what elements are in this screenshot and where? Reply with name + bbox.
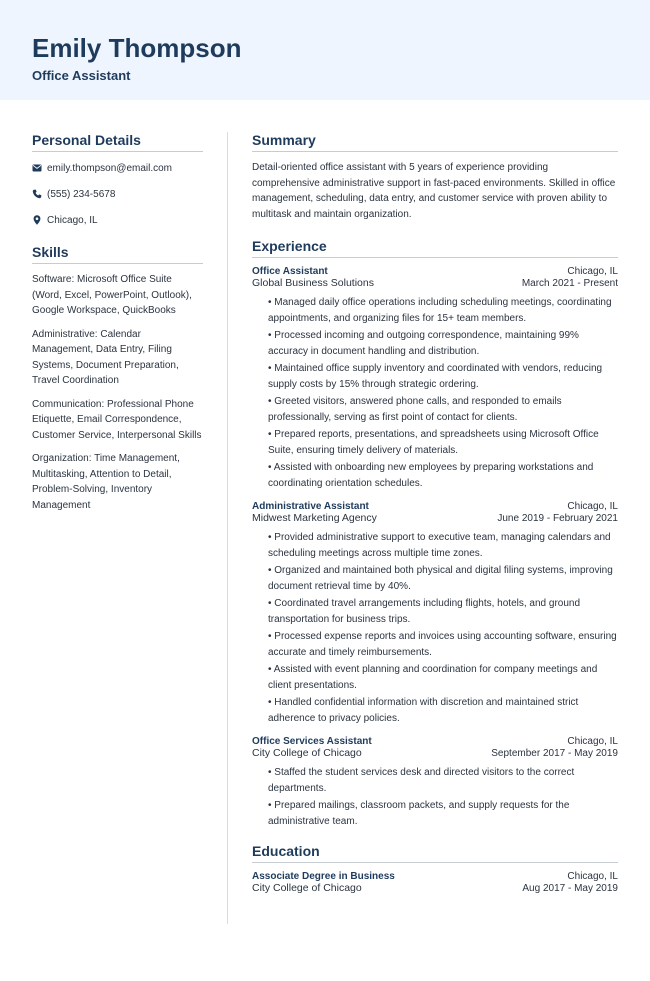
job-dates: March 2021 - Present bbox=[521, 278, 618, 289]
job-bullets bbox=[252, 765, 618, 829]
job-bullet: • Assisted with onboarding new employees by preparing workstations and coordinating orientation schedules. bbox=[268, 462, 594, 489]
skill-item: Administrative: Calendar Management, Data Entry, Filing Systems, Document Preparation, Travel Coordination bbox=[32, 328, 179, 386]
candidate-name: Emily Thompson bbox=[32, 33, 242, 63]
job-bullet: • Staffed the student services desk and directed visitors to the correct departments. bbox=[268, 767, 575, 794]
job-bullet: • Maintained office supply inventory and coordinated with vendors, reducing supply costs by 15% through strategic ordering. bbox=[268, 363, 603, 390]
email-text: emily.thompson@email.com bbox=[47, 162, 173, 174]
job-company: City College of Chicago bbox=[252, 747, 362, 759]
job-company: Midwest Marketing Agency bbox=[252, 512, 377, 524]
degree-title: Associate Degree in Business bbox=[252, 871, 395, 882]
job-bullet: • Processed expense reports and invoices using accounting software, ensuring accurate and timely reimbursements. bbox=[268, 631, 617, 658]
candidate-title: Office Assistant bbox=[32, 68, 131, 83]
experience-heading: Experience bbox=[252, 238, 618, 258]
job-title: Office Assistant bbox=[252, 266, 328, 277]
contact-email bbox=[32, 160, 203, 176]
job-entry bbox=[252, 501, 618, 726]
school-name: City College of Chicago bbox=[252, 882, 362, 894]
phone-text: (555) 234-5678 bbox=[47, 188, 116, 200]
job-title: Administrative Assistant bbox=[252, 501, 369, 512]
job-bullet: • Prepared reports, presentations, and spreadsheets using Microsoft Office Suite, ensuring timely delivery of materials. bbox=[268, 429, 599, 456]
education-section bbox=[252, 843, 618, 894]
summary-text: Detail-oriented office assistant with 5 years of experience providing comprehensive administrative support in fast-paced environments. Skilled in office management, scheduling, data entry, and customer service with proven ability to multitask and maintain organization. bbox=[252, 162, 616, 220]
job-bullets bbox=[252, 295, 618, 491]
job-bullet: • Handled confidential information with discretion and maintained strict adherence to privacy policies. bbox=[268, 697, 579, 724]
personal-details-heading: Personal Details bbox=[32, 132, 203, 152]
job-location: Chicago, IL bbox=[567, 501, 618, 512]
location-pin-icon bbox=[32, 215, 42, 225]
resume-header bbox=[0, 0, 650, 100]
job-location: Chicago, IL bbox=[567, 266, 618, 277]
location-text: Chicago, IL bbox=[47, 214, 98, 226]
education-heading: Education bbox=[252, 843, 618, 863]
job-bullets bbox=[252, 530, 618, 726]
left-column bbox=[32, 132, 203, 521]
job-title: Office Services Assistant bbox=[252, 736, 372, 747]
column-divider bbox=[227, 132, 228, 924]
education-dates: Aug 2017 - May 2019 bbox=[522, 883, 618, 894]
job-location: Chicago, IL bbox=[567, 736, 618, 747]
skills-heading: Skills bbox=[32, 244, 203, 264]
contact-phone bbox=[32, 186, 203, 202]
job-bullet: • Organized and maintained both physical and digital filing systems, improving document retrieval time by 40%. bbox=[268, 565, 613, 592]
job-bullet: • Provided administrative support to executive team, managing calendars and scheduling meetings across multiple time zones. bbox=[268, 532, 611, 559]
job-entry bbox=[252, 266, 618, 491]
skill-item: Organization: Time Management, Multitasking, Attention to Detail, Problem-Solving, Inventory Management bbox=[32, 453, 180, 511]
job-dates: June 2019 - February 2021 bbox=[497, 513, 618, 524]
job-bullet: • Processed incoming and outgoing correspondence, maintaining 99% accuracy in document handling and distribution. bbox=[268, 330, 579, 357]
job-bullet: • Prepared mailings, classroom packets, and supply requests for the administrative team. bbox=[268, 800, 570, 827]
job-bullet: • Greeted visitors, answered phone calls, and responded to emails professionally, serving as first point of contact for clients. bbox=[268, 396, 562, 423]
summary-heading: Summary bbox=[252, 132, 618, 152]
phone-icon bbox=[32, 189, 42, 199]
right-column bbox=[252, 132, 618, 894]
job-bullet: • Coordinated travel arrangements including flights, hotels, and ground transportation for business trips. bbox=[268, 598, 581, 625]
job-entry bbox=[252, 736, 618, 829]
envelope-icon bbox=[32, 163, 42, 173]
job-company: Global Business Solutions bbox=[252, 277, 374, 289]
job-bullet: • Assisted with event planning and coordination for company meetings and client presentations. bbox=[268, 664, 598, 691]
contact-location bbox=[32, 212, 203, 228]
school-location: Chicago, IL bbox=[567, 871, 618, 882]
skill-item: Communication: Professional Phone Etiquette, Email Correspondence, Customer Service, Interpersonal Skills bbox=[32, 398, 202, 441]
job-bullet: • Managed daily office operations including scheduling meetings, coordinating appointments, and organizing files for 15+ team members. bbox=[268, 297, 612, 324]
job-dates: September 2017 - May 2019 bbox=[491, 748, 618, 759]
skill-item: Software: Microsoft Office Suite (Word, Excel, PowerPoint, Outlook), Google Workspace, QuickBooks bbox=[32, 274, 192, 316]
